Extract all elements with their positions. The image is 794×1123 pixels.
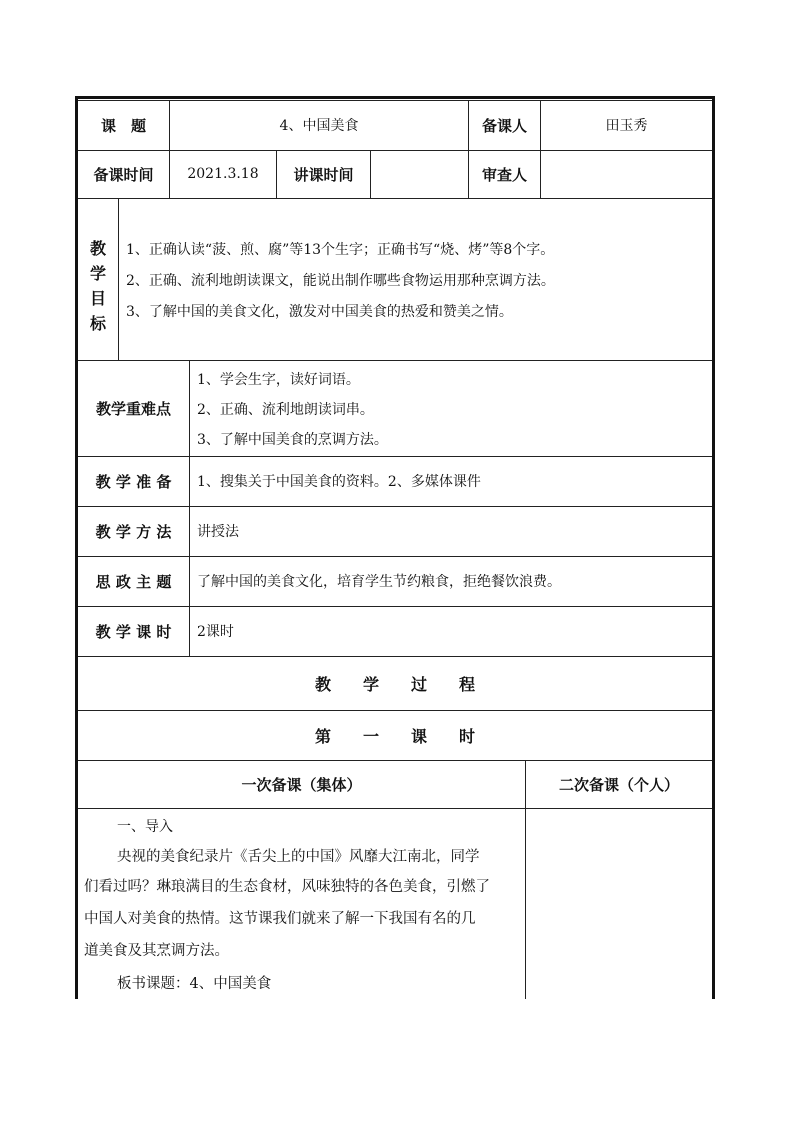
preparation-label: 教 学 准 备 (95, 472, 172, 491)
prep-time-label: 备课时间 (93, 165, 154, 184)
second-prep-column-header: 二次备课（个人） (558, 775, 679, 794)
hours-label: 教 学 课 时 (95, 622, 172, 641)
paragraph-line: 道美食及其烹调方法。 (84, 942, 229, 959)
key-point-item: 1、学会生字，读好词语。 (197, 372, 360, 388)
board-title: 板书课题：4、中国美食 (117, 975, 272, 992)
topic-value: 4、中国美食 (279, 118, 359, 134)
preparation-value: 1、搜集关于中国美食的资料。2、多媒体课件 (197, 474, 481, 490)
lesson-title: 第 一 课 时 (314, 726, 475, 746)
grid-line (78, 198, 712, 199)
key-points-label: 教学重难点 (95, 399, 171, 418)
goal-item: 1、正确认读“菠、煎、腐”等13个生字；正确书写“烧、烤”等8个字。 (126, 242, 555, 258)
preparer-label: 备课人 (481, 116, 527, 135)
hours-value: 2课时 (197, 624, 234, 640)
lecture-time-label: 讲课时间 (293, 165, 354, 184)
key-point-item: 3、了解中国美食的烹调方法。 (197, 432, 388, 448)
method-label: 教 学 方 法 (95, 522, 172, 541)
intro-paragraph (117, 843, 517, 871)
method-value: 讲授法 (197, 524, 239, 540)
paragraph-line: 央视的美食纪录片《舌尖上的中国》风靡大江南北，同学 (117, 849, 480, 865)
topic-label: 课 题 (100, 116, 146, 135)
prep-time-value: 2021.3.18 (187, 166, 259, 182)
first-prep-column-header: 一次备课（集体） (241, 775, 362, 794)
goal-item: 3、了解中国的美食文化，激发对中国美食的热爱和赞美之情。 (126, 304, 513, 320)
teaching-goals-label: 教 学 目 标 (89, 239, 106, 333)
key-point-item: 2、正确、流利地朗读词串。 (197, 402, 374, 418)
paragraph-line: 们看过吗？琳琅满目的生态食材，风味独特的各色美食，引燃了 (84, 878, 490, 895)
section-heading: 一、导入 (117, 819, 173, 835)
grid-line (189, 360, 190, 656)
reviewer-value (541, 150, 712, 198)
lecture-time-value (371, 150, 468, 198)
preparer-value: 田玉秀 (605, 118, 648, 134)
grid-line (78, 808, 712, 809)
paragraph-line: 中国人对美食的热情。这节课我们就来了解一下我国有名的几 (84, 910, 476, 927)
process-title: 教 学 过 程 (314, 674, 475, 694)
goal-item: 2、正确、流利地朗读课文，能说出制作哪些食物运用那种烹调方法。 (126, 273, 555, 289)
grid-line (118, 198, 119, 360)
ideology-label: 思 政 主 题 (95, 572, 172, 591)
ideology-value: 了解中国的美食文化，培育学生节约粮食，拒绝餐饮浪费。 (197, 574, 561, 590)
reviewer-label: 审查人 (481, 165, 527, 184)
